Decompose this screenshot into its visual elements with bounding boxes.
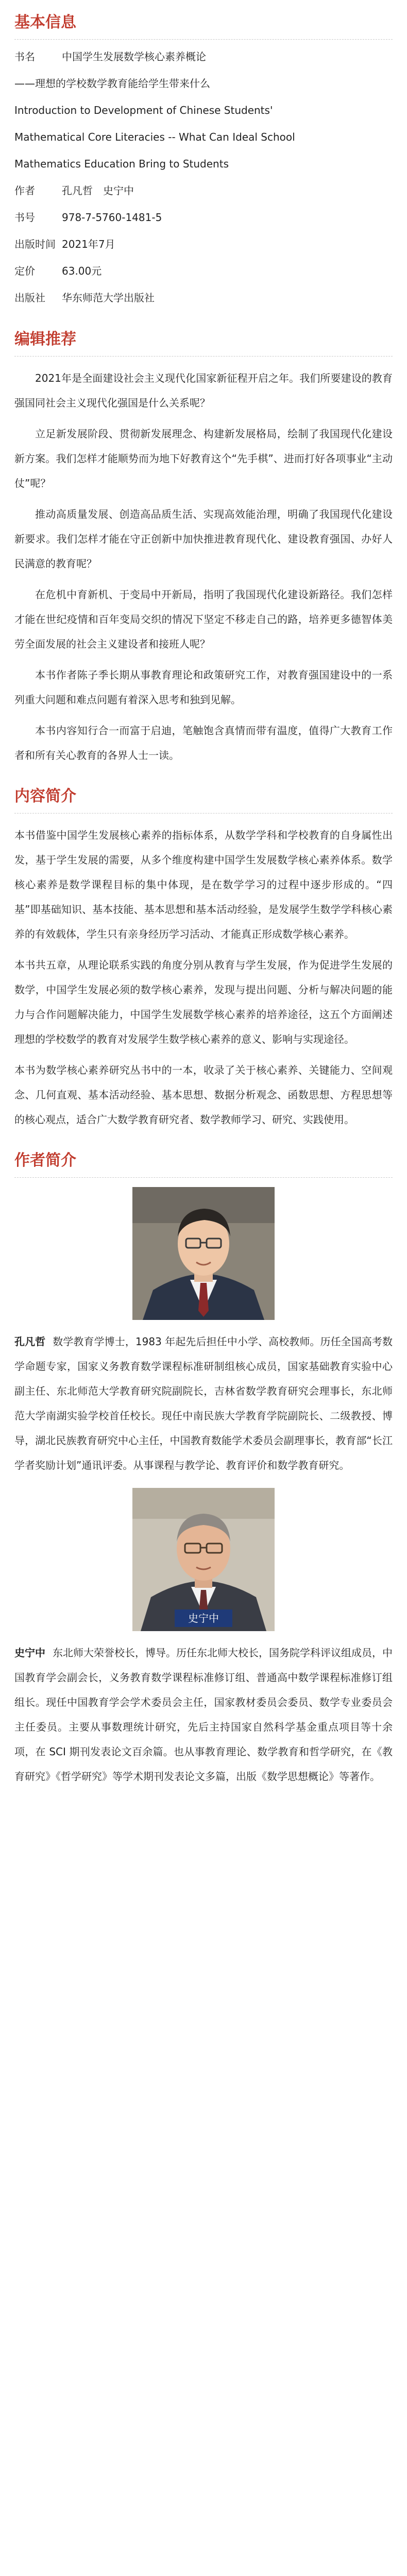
publisher-row	[14, 290, 393, 306]
title-row	[14, 49, 393, 64]
author1-name: 孔凡哲	[14, 1335, 46, 1348]
intro-paragraph: 本书为数学核心素养研究丛书中的一本，收录了关于核心素养、关键能力、空间观念、几何直观、基本活动经验、基本思想、数据分析观念、函数思想、方程思想等的核心观点，适合广大数学教育研究者、数学教师学习、研究、实践使用。	[14, 1064, 393, 1126]
publisher-label: 出版社	[14, 292, 45, 304]
recommend-paragraph: 本书作者陈子季长期从事教育理论和政策研究工作，对教育强国建设中的一系列重大问题和难点问题有着深入思考和独到见解。	[14, 669, 393, 706]
date-row	[14, 236, 393, 252]
author1-photo	[132, 1187, 275, 1320]
recommend-paragraph: 本书内容知行合一而富于启迪，笔触饱含真情而带有温度，值得广大教育工作者和所有关心教育的各界人士一读。	[14, 724, 393, 761]
price-row	[14, 263, 393, 279]
isbn-row	[14, 210, 393, 225]
author-intro-heading: 作者简介	[14, 1138, 393, 1178]
name-plate-text: 史宁中	[188, 1612, 219, 1624]
subtitle: ——理想的学校数学教育能给学生带来什么	[14, 77, 210, 90]
author-row	[14, 183, 393, 198]
recommend-paragraph: 推动高质量发展、创造高品质生活、实现高效能治理，明确了我国现代化建设新要求。我们怎样才能在守正创新中加快推进教育现代化、建设教育强国、办好人民满意的教育呢？	[14, 508, 393, 570]
basic-info-heading: 基本信息	[14, 0, 393, 40]
intro-paragraph: 本书借鉴中国学生发展核心素养的指标体系，从数学学科和学校教育的自身属性出发，基于学生发展的需要，从多个维度构建中国学生发展数学核心素养体系。数学核心素养是数学课程目标的集中体现，是在数学学习的过程中逐步形成的。“四基”即基础知识、基本技能、基本思想和基本活动经验，是发展学生数学学科核心素养的有效载体，学生只有亲身经历学习活动、才能真正形成数学核心素养。	[14, 829, 393, 940]
price-value: 63.00元	[62, 265, 102, 277]
recommend-paragraph: 2021年是全面建设社会主义现代化国家新征程开启之年。我们所要建设的教育强国同社会主义现代化强国是什么关系呢？	[14, 372, 393, 409]
author1-bio	[14, 1329, 393, 1478]
isbn-label: 书号	[14, 211, 35, 224]
author2-photo-wrap	[14, 1488, 393, 1631]
author2-bio-text: 东北师大荣誉校长，博导。历任东北师大校长，国务院学科评议组成员，中国教育学会副会长，义务教育数学课程标准修订组、普通高中数学课程标准修订组组长。现任中国教育学会学术委员会主任，国家教材委员会委员、数学专业委员会主任委员。主要从事数理统计研究，先后主持国家自然科学基金重点项目等十余项，在 SCI 期刊发表论文百余篇。也从事教育理论、数学教育和哲学研究，在《教育研究》《哲学研究》等学术期刊发表论文多篇，出版《数学思想概论》等著作。	[14, 1647, 393, 1783]
recommend-paragraph: 立足新发展阶段、贯彻新发展理念、构建新发展格局，绘制了我国现代化建设新方案。我们怎样才能顺势而为地下好教育这个“先手棋”、进而打好各项事业“主动仗”呢？	[14, 428, 393, 489]
author2-bio	[14, 1640, 393, 1789]
isbn-value: 978-7-5760-1481-5	[62, 211, 162, 224]
portrait-icon	[132, 1187, 275, 1320]
publisher-value: 华东师范大学出版社	[62, 292, 155, 304]
recommend-paragraph: 在危机中育新机、于变局中开新局，指明了我国现代化建设新路径。我们怎样才能在世纪疫情和百年变局交织的情况下坚定不移走自己的路，培养更多德智体美劳全面发展的社会主义建设者和接班人呢？	[14, 588, 393, 650]
price-label: 定价	[14, 265, 35, 277]
content-intro-heading: 内容简介	[14, 774, 393, 814]
author-value: 孔凡哲 史宁中	[62, 184, 134, 197]
author1-bio-text: 数学教育学博士，1983 年起先后担任中小学、高校教师。历任全国高考数学命题专家，国家义务教育数学课程标准研制组核心成员，国家基础教育实验中心副主任、东北师范大学教育研究院副院长，吉林省数学教育研究会理事长，东北师范大学南湖实验学校首任校长。现任中南民族大学教育学院副院长、二级教授、博导，湖北民族教育研究中心主任，中国教育数能学术委员会副理事长，教育部“长江学者奖励计划”通讯评委。从事课程与教学论、教育评价和数学教育研究。	[14, 1335, 393, 1471]
portrait-icon	[132, 1488, 275, 1631]
date-value: 2021年7月	[62, 238, 115, 250]
author2-photo	[132, 1488, 275, 1631]
english-title-line3: Mathematics Education Bring to Students	[14, 158, 229, 170]
english-title-line2: Mathematical Core Literacies -- What Can Ideal School	[14, 131, 295, 143]
author1-photo-wrap	[14, 1187, 393, 1320]
editor-recommend-heading: 编辑推荐	[14, 317, 393, 357]
author2-name: 史宁中	[14, 1647, 45, 1659]
english-title-line1: Introduction to Development of Chinese Students'	[14, 104, 273, 116]
title-value: 中国学生发展数学核心素养概论	[62, 50, 206, 63]
author-label: 作者	[14, 184, 35, 197]
title-label: 书名	[14, 50, 35, 63]
date-label: 出版时间	[14, 238, 56, 250]
intro-paragraph: 本书共五章，从理论联系实践的角度分别从教育与学生发展，作为促进学生发展的数学，中国学生发展必须的数学核心素养，发现与提出问题、分析与解决问题的能力与合作问题解决能力，中国学生发展数学核心素养的培养途径，这五个方面阐述理想的学校数学的教育对发展学生数学核心素养的意义、影响与实现途径。	[14, 959, 393, 1045]
